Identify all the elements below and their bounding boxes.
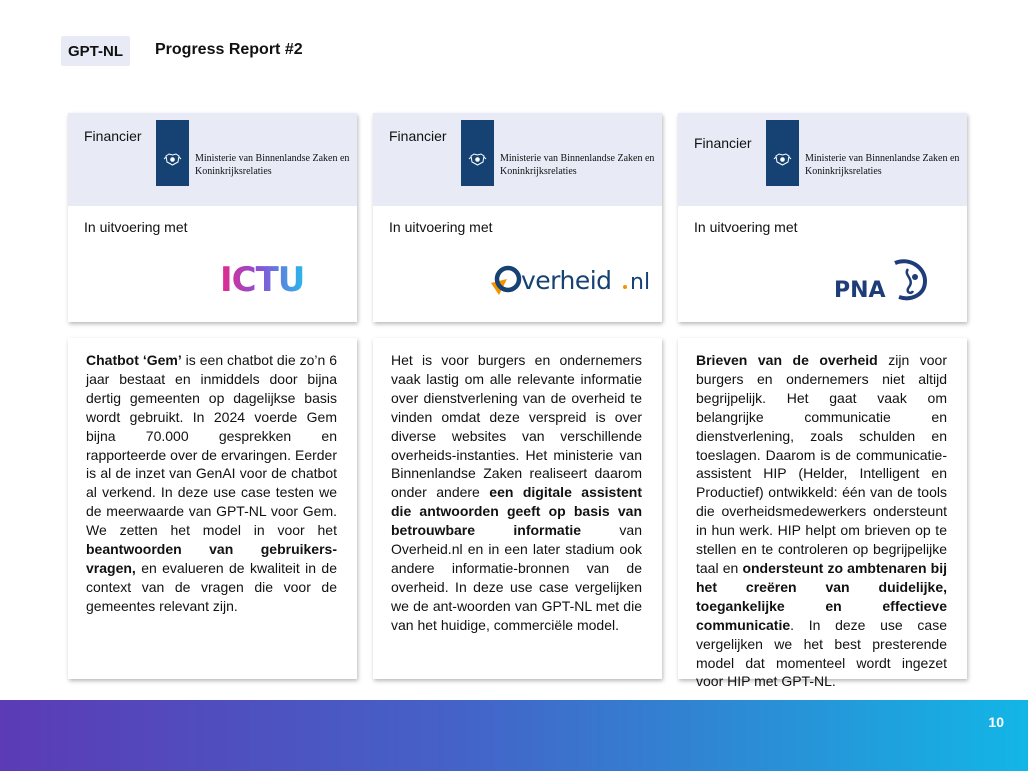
page-number: 10 [988, 714, 1004, 730]
pna-logo [833, 255, 933, 303]
financier-label: Financier [694, 135, 752, 151]
partner-card-pna [678, 113, 967, 322]
execution-label: In uitvoering met [389, 219, 493, 235]
use-case-text-hip [696, 351, 947, 691]
crest-icon [163, 152, 182, 167]
partner-card-ictu [68, 113, 357, 322]
ictu-logo [220, 263, 320, 295]
text-run: Het is voor burgers en ondernemers vaak lastig om alle relevante informatie over dienstverlening van de overheid te vinden omdat deze verspreid is over diverse websites van verschillende overheids-instanties. Het ministerie van Binnenlandse Zaken realiseert daarom onder andere [391, 352, 642, 501]
report-title: Progress Report #2 [155, 41, 303, 58]
footer-band [0, 700, 1028, 771]
crest-icon [468, 152, 487, 167]
execution-label: In uitvoering met [694, 219, 798, 235]
use-case-card-hip [678, 338, 967, 690]
financier-panel [68, 113, 357, 206]
bold-run: een digitale assistent die antwoorden geeft op basis van betrouwbare informatie [391, 484, 642, 539]
financier-label: Financier [84, 128, 142, 144]
text-run: zijn voor burgers en ondernemers niet altijd begrijpelijk. Het gaat vaak om belangrijke communicatie en dienstverlening, zoals schulden en toeslagen. Daarom is de communicatie-assistent HIP (Helder, Intelligent en Productief) ontwikkeld: één van de tools die overheidsmedewerkers ondersteunt in hun werk. HIP helpt om brieven op te stellen en te controleren op begrijpelijke taal en [696, 352, 947, 576]
execution-label: In uitvoering met [84, 219, 188, 235]
use-case-card-overheid [373, 338, 662, 679]
ministry-name: Ministerie van Binnenlandse Zaken en Koninkrijksrelaties [805, 153, 960, 177]
ministry-name: Ministerie van Binnenlandse Zaken en Koninkrijksrelaties [195, 153, 350, 177]
text-run: is een chatbot die zo’n 6 jaar bestaat en inmiddels door bijna dertig gemeenten op dagelijkse basis wordt gebruikt. In 2024 voerde Gem bijna 70.000 gesprekken en rapporteerde over de ervaringen. Eerder is al de inzet van GenAI voor de chatbot al verkend. In deze use case testen we de meerwaarde van GPT-NL voor Gem. We zetten het model in voor het [86, 352, 337, 539]
financier-panel [678, 113, 967, 206]
use-case-text-overheid [391, 351, 642, 635]
financier-panel [373, 113, 662, 206]
text-run: . In deze use case vergelijken we het best presterende model dat momenteel wordt ingezet voor HIP met GPT-NL. [696, 616, 947, 690]
svg-text:PNA: PNA [834, 278, 886, 303]
financier-label: Financier [389, 128, 447, 144]
crest-icon [773, 152, 792, 167]
ministry-name: Ministerie van Binnenlandse Zaken en Koninkrijksrelaties [500, 153, 655, 177]
bold-run: beantwoorden van gebruikers-vragen, [86, 541, 337, 576]
use-case-card-gem [68, 338, 357, 679]
svg-text:verheid: verheid [521, 266, 612, 295]
rijksoverheid-emblem [156, 120, 189, 186]
bold-run: Chatbot ‘Gem’ [86, 352, 182, 368]
bold-run: Brieven van de overheid [696, 352, 878, 368]
document-tag: GPT-NL [61, 36, 130, 66]
svg-text:ICTU: ICTU [220, 263, 305, 295]
svg-text:nl: nl [630, 270, 651, 295]
text-run: en evalueren de kwaliteit in de context van de vragen die voor de gemeentes relevant zijn. [86, 559, 337, 614]
overheid-nl-logo [489, 263, 659, 299]
rijksoverheid-emblem [766, 120, 799, 186]
use-case-text-gem [86, 351, 337, 616]
bold-run: ondersteunt zo ambtenaren bij het creëren van duidelijke, toegankelijke en effectieve communicatie [696, 559, 947, 633]
partner-card-overheid [373, 113, 662, 322]
text-run: van Overheid.nl en in een later stadium ook andere informatie-bronnen van de overheid. In deze use case vergelijken we de ant-woorden van GPT-NL met die van het huidige, commerciële model. [391, 522, 642, 633]
rijksoverheid-emblem [461, 120, 494, 186]
